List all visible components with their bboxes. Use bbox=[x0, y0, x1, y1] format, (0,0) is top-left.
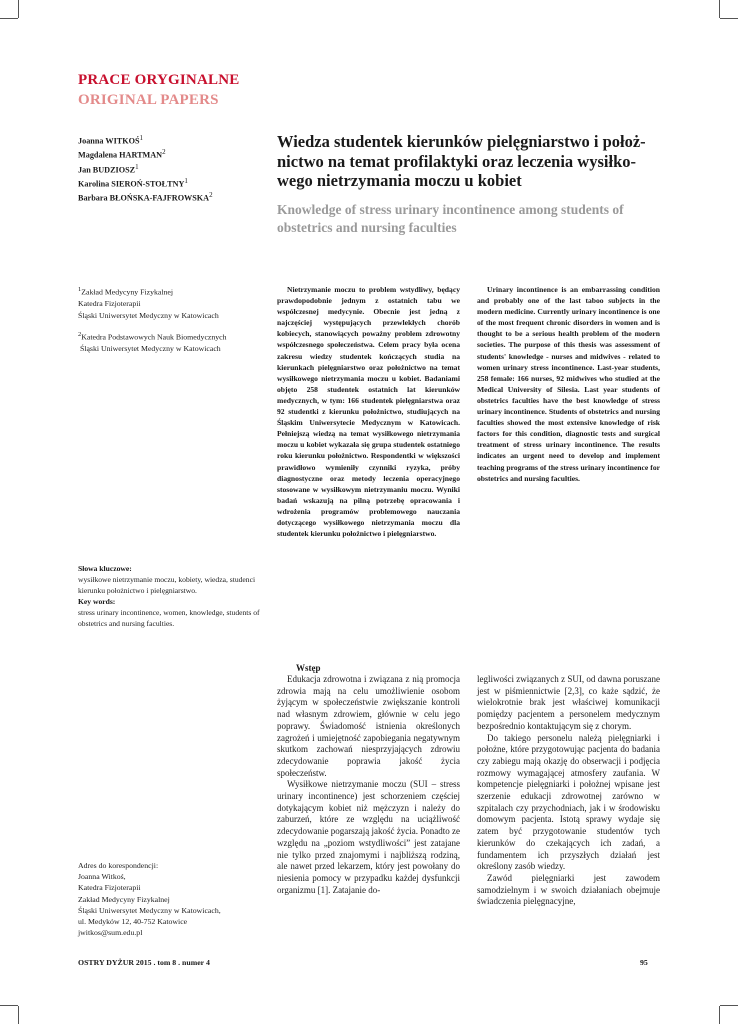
section-heading-intro: Wstęp bbox=[296, 663, 321, 673]
author: Joanna WITKOŚ$^1$ bbox=[78, 134, 144, 146]
keywords-label-pl: Słowa kluczowe: bbox=[78, 564, 132, 573]
email-link[interactable]: jwitkos@sum.edu.pl bbox=[78, 928, 143, 938]
journal-footer: OSTRY DYŻUR 2015 . tom 8 . numer 4 bbox=[78, 958, 210, 967]
crop-mark bbox=[719, 0, 720, 18]
crop-mark bbox=[720, 1005, 738, 1006]
abstract-pl: Nietrzymanie moczu to problem wstydliwy, będący prawdopodobnie jednym z ostatnich tabu we współczesnej medycynie. Obecnie jest jedną z najczęściej występujących przewlekłych chorób kobiecych, stanowiących poważny problem zdrowotny współczesnego społeczeństwa. Celem pracy była ocena zakresu wiedzy studentek kończących studia na kierunkach pielęgniarstwo oraz położnictwo na temat wysiłkowego nietrzymania moczu u kobiet. Badaniami objęto 258 studentek ostatnich lat kierunków medycznych, w tym: 166 studentek pielęgniarstwa oraz 92 studentki z kierunku położnictwo, studiujących na Śląskim Uniwersytecie Medycznym w Katowicach. Pełniejszą wiedzą na temat wysiłkowego nietrzymania moczu u kobiet wykazała się grupa studentek ostatniego roku kierunku położnictwo. Respondentki w większości prawidłowo wymieniły czynniki ryzyka, próby diagnostyczne oraz metody leczenia operacyjnego stosowane w wysiłkowym nietrzymaniu moczu. Wyniki badań wskazują na pilną potrzebę opracowania i wdrożenia programów problemowego nauczania dotyczącego wysiłkowego nietrzymania moczu dla studentek kierunku położnictwo i pielęgniarstwo. bbox=[277, 285, 460, 539]
body-column-2 bbox=[477, 674, 660, 908]
keywords-text-en: stress urinary incontinence, women, knowledge, students of obstetrics and nursing faculties. bbox=[78, 608, 260, 628]
keywords-text-pl: wysiłkowe nietrzymanie moczu, kobiety, wiedza, studenci kierunku położnictwo i pielęgniarstwo. bbox=[78, 575, 256, 595]
author: Barbara BŁOŃSKA-FAJFROWSKA$^2$ bbox=[78, 191, 213, 204]
correspondence-address: Adres do korespondencji: Joanna Witkoś, Katedra Fizjoterapii Zakład Medycyny Fizykalnej Śląski Uniwersytet Medyczny w Katowicach, ul. Medyków 12, 40-752 Katowice jwitkos@sum.edu.pl bbox=[78, 860, 268, 938]
affiliation-2: $^2$Katedra Podstawowych Nauk Biomedycznych Śląski Uniwersytet Medyczny w Katowicach bbox=[78, 331, 227, 354]
affiliation-1: $^1$Zakład Medycyny Fizykalnej Katedra Fizjoterapii Śląski Uniwersytet Medyczny w Katowicach bbox=[78, 286, 219, 320]
paragraph: Edukacja zdrowotna i związana z nią promocja zdrowia mają na celu umożliwienie osobom żyjącym w społeczeństwie zwiększanie kontroli nad własnym zdrowiem, głównie w celu jego poprawy. Świadomość istnienia określonych zagrożeń i umiejętność zapobiegania negatywnym skutkom zachowań niesprzyjających zdrowiu zdecydowanie poprawia jakość życia społeczeństw. bbox=[277, 674, 460, 778]
paragraph: Do takiego personelu należą pielęgniarki i położne, które przygotowując pacjenta do badania czy zabiegu mają okazję do obserwacji i podjęcia rozmowy wymagającej atmosfery zaufania. W kompetencje pielęgniarki i położnej wpisane jest szerzenie edukacji zdrowotnej zarówno w szpitalach czy przychodniach, jak i w środowisku domowym pacjenta. Istotą sprawy wydaje się zatem być przygotowanie studentów tych kierunków do czekających ich zadań, a fundamentem ich przyszłych działań jest określony zasób wiedzy. bbox=[477, 732, 660, 872]
keywords-label-en: Key words: bbox=[78, 597, 116, 606]
paragraph: legliwości związanych z SUI, od dawna poruszane jest w piśmiennictwie [2,3], co każe sądzić, że wielokrotnie brak jest właściwej komunikacji pomiędzy pacjentem a personelem medycznym bezpośrednio kontaktującym się z chorym. bbox=[477, 674, 660, 731]
section-title-en: ORIGINAL PAPERS bbox=[78, 92, 219, 108]
crop-mark bbox=[0, 18, 18, 19]
crop-mark bbox=[18, 0, 19, 18]
section-title-pl: PRACE ORYGINALNE bbox=[78, 72, 240, 88]
keywords bbox=[78, 563, 260, 629]
abstract-en: Urinary incontinence is an embarrassing condition and probably one of the last taboo subjects in the modern medicine. Currently urinary incontinence is one of the most frequent chronic disorders in women and is thought to be a serious health problem of the modern societies. The purpose of this thesis was assessment of students' knowledge - nurses and midwives - related to women urinary stress incontinence. Last-year students, 258 female: 166 nurses, 92 midwives who studied at the Medical University of Silesia. Last year students of obstetrics faculties have the best knowledge of stress urinary incontinence. Students of obstetrics and nursing faculties showed the most extensive knowledge of risk factors for this condition, diagnostic tests and surgical treatment of stress urinary incontinence. The results indicates an urgent need to develop and implement teaching programs of the stress urinary incontinence for obstetrics and nursing faculties. bbox=[477, 285, 660, 483]
article-title-pl: Wiedza studentek kierunków pielęgniarstwo i położ- nictwo na temat profilaktyki oraz leczenia wysiłko- wego nietrzymania moczu u kobiet bbox=[277, 132, 646, 191]
crop-mark bbox=[18, 1006, 19, 1024]
body-column-1 bbox=[277, 674, 460, 896]
paragraph: Wysiłkowe nietrzymanie moczu (SUI – stress urinary incontinence) jest schorzeniem częściej dotykającym kobiet niż mężczyzn i należy do zaburzeń, które ze względu na uciążliwość zdecydowanie pogarszają jakość życia. Ponadto ze względu na „poziom wstydliwości” jest zatajane nie tylko przed znajomymi i najbliższą rodziną, ale nawet przed lekarzem, który jest powołany do niesienia pomocy w przypadku każdej dysfunkcji organizmu [1]. Zatajanie do- bbox=[277, 779, 460, 895]
author: Jan BUDZIOSZ$^1$ bbox=[78, 162, 139, 175]
author: Karolina SIEROŃ-STOŁTNY$^1$ bbox=[78, 176, 188, 189]
article-title-en: Knowledge of stress urinary incontinence among students of obstetrics and nursing faculties bbox=[277, 202, 624, 235]
crop-mark bbox=[0, 1005, 18, 1006]
author: Magdalena HARTMAN$^2$ bbox=[78, 148, 166, 161]
crop-mark bbox=[719, 1006, 720, 1024]
page-number: 95 bbox=[640, 958, 648, 967]
paragraph: Zawód pielęgniarki jest zawodem samodzielnym i w swoich działaniach obejmuje świadczenia pielęgnacyjne, bbox=[477, 872, 660, 907]
author-list bbox=[78, 133, 268, 205]
crop-mark bbox=[720, 18, 738, 19]
